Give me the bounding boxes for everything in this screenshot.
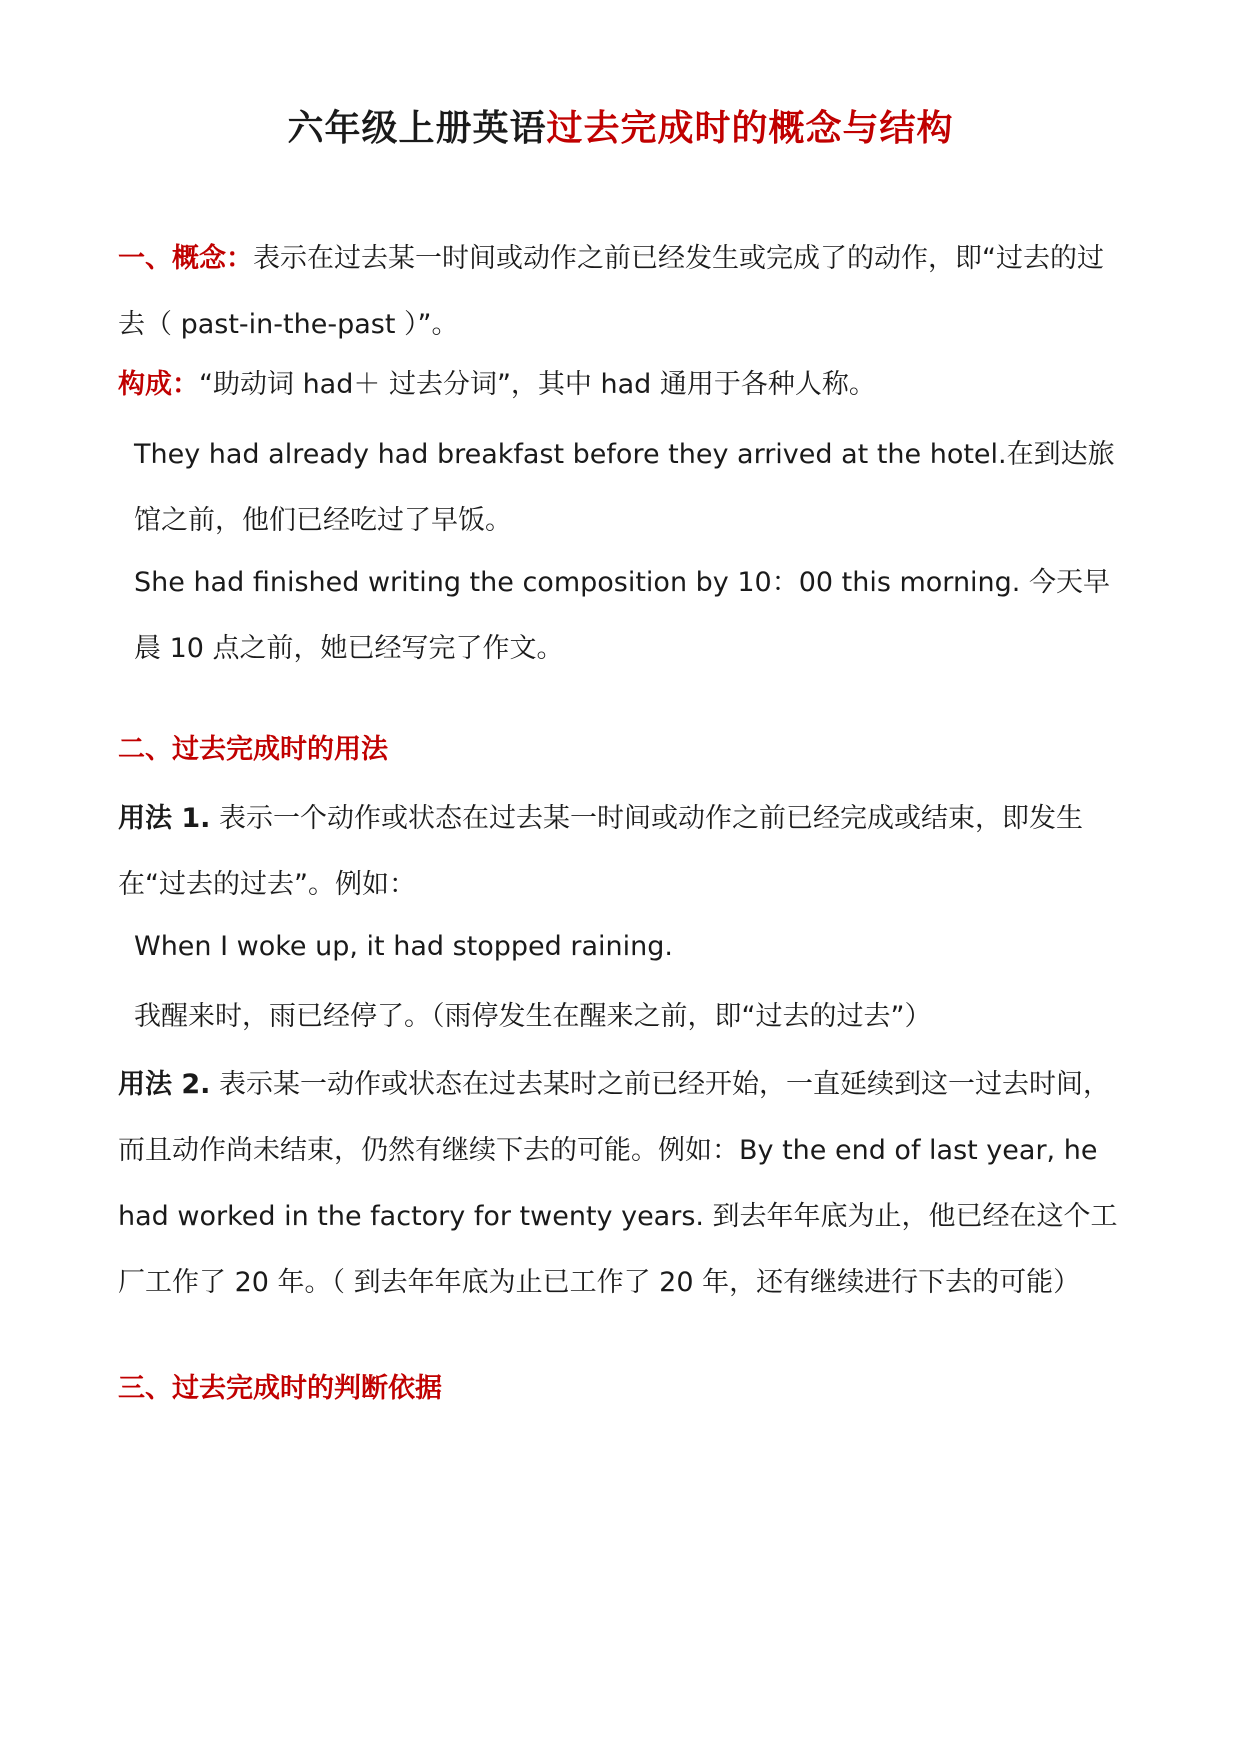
structure-paragraph <box>118 352 1128 418</box>
example-sentence: When I woke up, it had stopped raining. <box>134 931 673 962</box>
title-part-2: 过去完成时的概念与结构 <box>546 108 954 149</box>
usage-2-label: 用法 2. <box>118 1069 211 1100</box>
structure-label: 构成： <box>118 369 199 400</box>
page-title <box>0 100 1241 151</box>
usage-2-paragraph <box>118 1052 1128 1316</box>
concept-label: 一、概念： <box>118 243 253 274</box>
example-translation: 我醒来时，雨已经停了。（雨停发生在醒来之前，即“过去的过去”） <box>134 1001 932 1032</box>
usage-1-paragraph <box>118 786 1128 918</box>
example-sentence: They had already had breakfast before they arrived at the hotel.在到达旅馆之前，他们已经吃过了早饭。 <box>134 439 1115 536</box>
concept-paragraph <box>118 226 1128 358</box>
structure-text: “助动词 had＋ 过去分词”，其中 had 通用于各种人称。 <box>199 369 876 400</box>
section-heading: 三、过去完成时的判断依据 <box>118 1373 442 1404</box>
example-sentence: She had finished writing the composition by 10：00 this morning. 今天早晨 10 点之前，她已经写完了作文。 <box>134 567 1110 664</box>
usage-2-text: 表示某一动作或状态在过去某时之前已经开始，一直延续到这一过去时间，而且动作尚未结束，仍然有继续下去的可能。例如：By the end of last year, he had worked in the factory for twenty years. 到去年年底为止，他已经在这个工厂工作了 20 年。（ 到去年年底为止已工作了 20 年，还有继续进行下去的可能） <box>118 1069 1118 1298</box>
concept-text: 表示在过去某一时间或动作之前已经发生或完成了的动作，即“过去的过去（ past-in-the-past ）”。 <box>118 243 1104 340</box>
title-part-1: 六年级上册英语 <box>287 108 547 149</box>
usage-1-text: 表示一个动作或状态在过去某一时间或动作之前已经完成或结束，即发生在“过去的过去”。例如： <box>118 803 1084 900</box>
section-heading: 二、过去完成时的用法 <box>118 734 388 765</box>
usage-1-label: 用法 1. <box>118 803 211 834</box>
